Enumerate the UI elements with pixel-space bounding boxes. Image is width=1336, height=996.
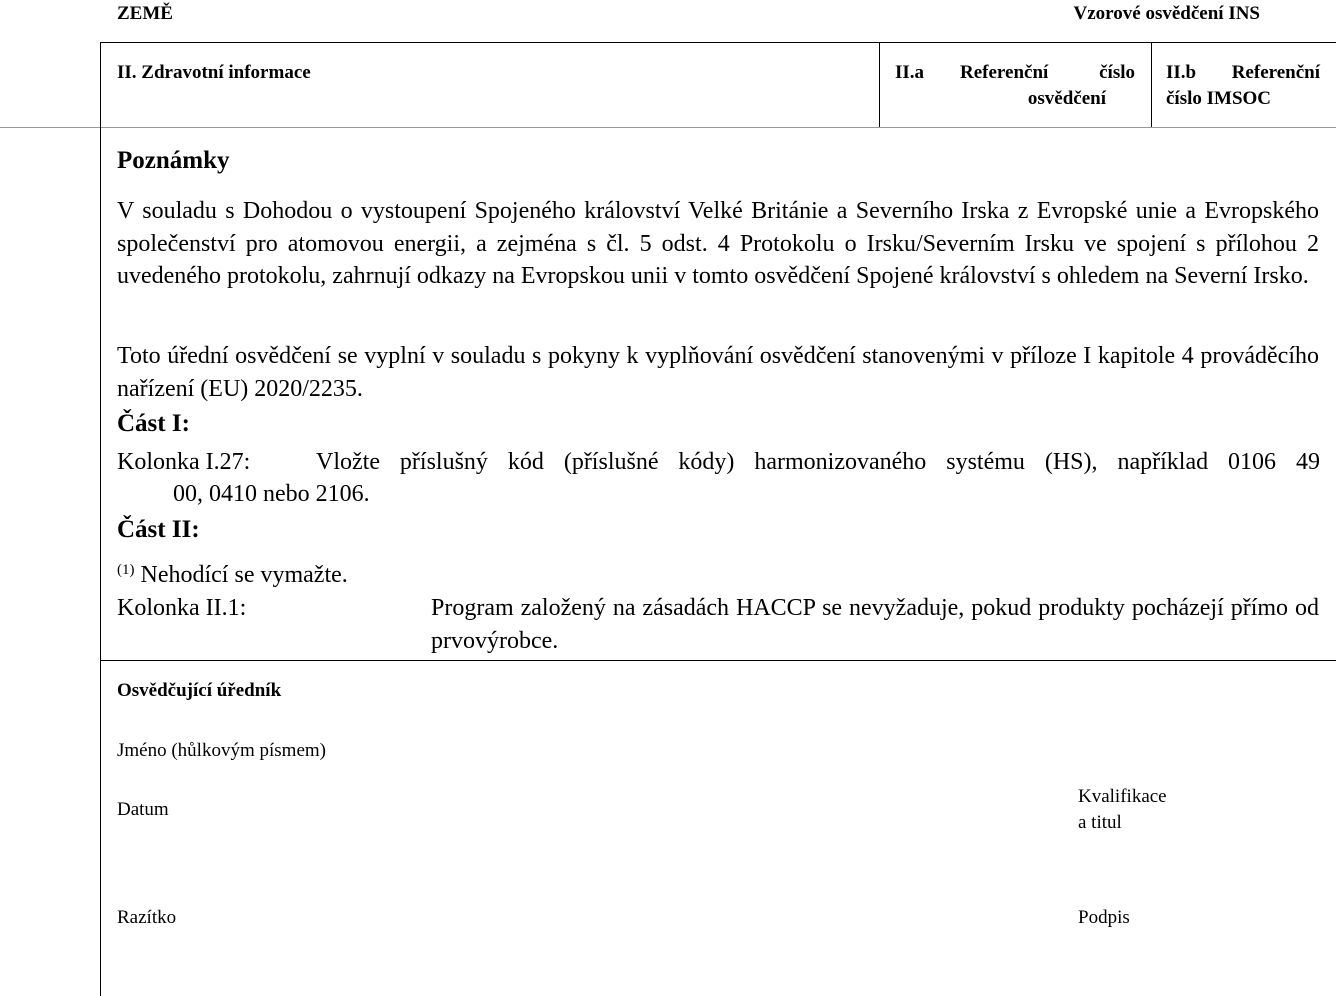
certifying-officer-title: Osvědčující úředník xyxy=(117,680,282,701)
notes-title: Poznámky xyxy=(117,147,230,174)
box-i27-text-line2: 00, 0410 nebo 2106. xyxy=(173,481,370,507)
ref-a-label-line1: Referenční číslo xyxy=(960,62,1135,83)
ref-b-label-line2: číslo IMSOC xyxy=(1166,88,1272,109)
box-i27-text-line1: Vložte příslušný kód (příslušné kódy) harmonizovaného systému (HS), například 0106 49 xyxy=(316,449,1320,475)
footnote xyxy=(117,554,348,592)
ref-b-label-line1: II.b Referenční xyxy=(1166,62,1320,83)
stamp-label: Razítko xyxy=(117,907,177,928)
section-title: II. Zdravotní informace xyxy=(117,62,311,83)
qualification-label-line1: Kvalifikace xyxy=(1078,786,1167,807)
date-label: Datum xyxy=(117,799,169,820)
footnote-text: Nehodící se vymažte. xyxy=(140,562,348,588)
box-ii1-text: Program založený na zásadách HACCP se nevyžaduje, pokud produkty pocházejí přímo od prvovýrobce. xyxy=(431,595,1319,654)
country-label: ZEMĚ xyxy=(117,3,173,24)
table-left-border xyxy=(100,42,101,996)
part-2-title: Část II: xyxy=(117,516,200,543)
ref-a-label-line2: osvědčení xyxy=(1027,88,1106,109)
header-divider-b xyxy=(1151,42,1152,127)
notes-bottom-border xyxy=(100,660,1336,661)
name-label: Jméno (hůlkovým písmem) xyxy=(117,740,326,761)
signature-label: Podpis xyxy=(1078,907,1130,928)
part-1-title: Část I: xyxy=(117,410,190,437)
qualification-label-line2: a titul xyxy=(1078,812,1122,833)
box-i27-label: Kolonka I.27: xyxy=(117,449,251,475)
notes-paragraph-2: Toto úřední osvědčení se vyplní v souladu s pokyny k vyplňování osvědčení stanovenými v příloze I kapitole 4 prováděcího nařízení (EU) 2020/2235. xyxy=(117,343,1319,402)
ref-a-code: II.a xyxy=(895,62,925,83)
footnote-marker: (1) xyxy=(117,562,135,578)
notes-paragraph-1: V souladu s Dohodou o vystoupení Spojeného království Velké Británie a Severního Irska z Evropské unie a Evropského společenství pro atomovou energii, a zejména s čl. 5 odst. 4 Protokolu o Irsku/Severním Irsku ve spojení s přílohou 2 uvedeného protokolu, zahrnují odkazy na Evropskou unii v tomto osvědčení Spojené království s ohledem na Severní Irsko. xyxy=(117,198,1319,289)
header-divider-a xyxy=(879,42,880,127)
header-row-bottom-border xyxy=(0,127,1336,128)
box-ii1-label: Kolonka II.1: xyxy=(117,595,247,621)
certificate-model-title: Vzorové osvědčení INS xyxy=(1073,3,1260,24)
